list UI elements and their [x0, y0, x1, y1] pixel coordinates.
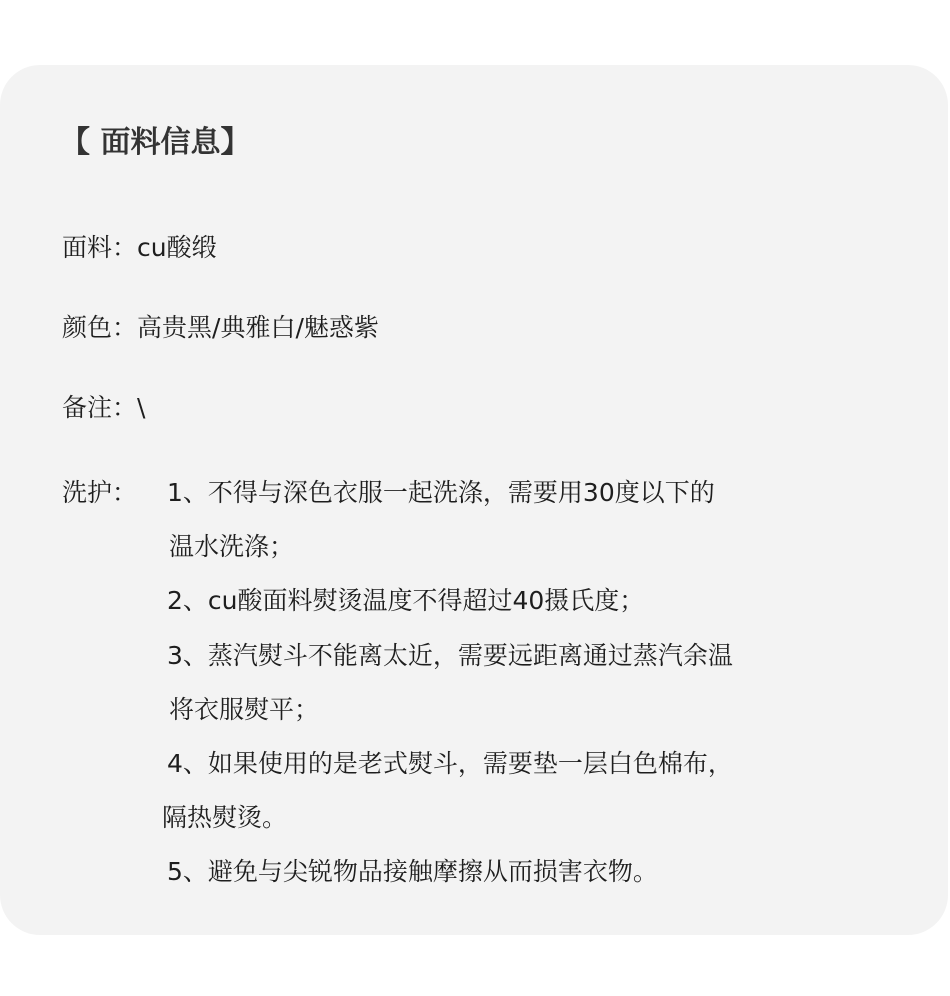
care-line: 3、蒸汽熨斗不能离太近，需要远距离通过蒸汽余温: [167, 641, 733, 670]
care-line: 温水洗涤；: [169, 532, 295, 561]
note-label: 备注：: [62, 393, 138, 422]
color-label: 颜色：: [62, 313, 138, 342]
care-line: 将衣服熨平；: [169, 695, 320, 724]
care-line: 5、避免与尖锐物品接触摩擦从而损害衣物。: [167, 857, 658, 886]
fabric-row: [62, 232, 217, 264]
fabric-value: cu酸缎: [137, 233, 217, 262]
care-line: 1、不得与深色衣服一起洗涤，需要用30度以下的: [167, 478, 715, 507]
note-value: \: [137, 393, 146, 422]
fabric-label: 面料：: [62, 233, 138, 262]
note-row: [62, 392, 145, 424]
care-line: 4、如果使用的是老式熨斗，需要垫一层白色棉布，: [167, 749, 733, 778]
section-title: 【 面料信息】: [60, 125, 251, 160]
care-line: 2、cu酸面料熨烫温度不得超过40摄氏度；: [167, 586, 645, 615]
color-row: [62, 312, 379, 344]
color-value: 高贵黑/典雅白/魅惑紫: [137, 313, 379, 342]
care-label: 洗护：: [62, 478, 138, 507]
care-line: 隔热熨烫。: [162, 803, 288, 832]
